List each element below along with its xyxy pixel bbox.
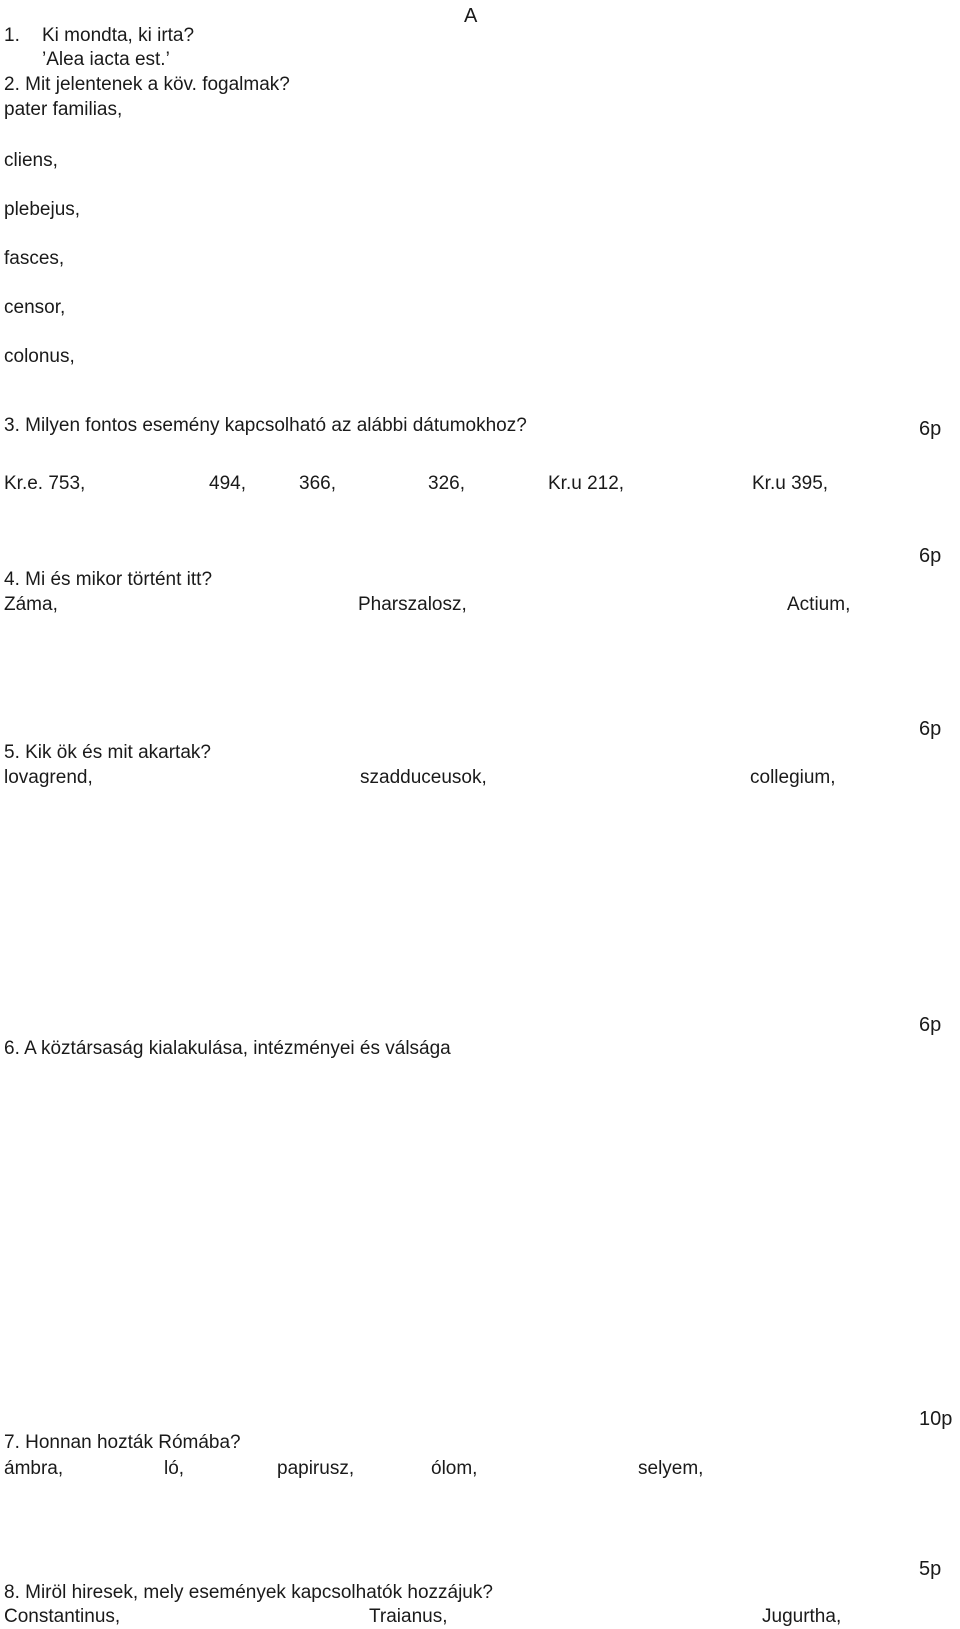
q4-item: Actium, [787, 594, 851, 615]
q7-question: 7. Honnan hozták Rómába? [4, 1432, 241, 1453]
q3-item: 366, [299, 473, 336, 494]
q5-question: 5. Kik ök és mit akartak? [4, 742, 211, 763]
q2-term: cliens, [4, 150, 58, 171]
q3-item: 326, [428, 473, 465, 494]
q2-term: censor, [4, 297, 66, 318]
q5-points: 6p [919, 718, 942, 740]
q3-item: Kr.u 395, [752, 473, 829, 494]
q6-points: 6p [919, 1014, 942, 1036]
q2-term: colonus, [4, 346, 75, 367]
q5-item: collegium, [750, 767, 836, 788]
q4-item: Pharszalosz, [358, 594, 467, 615]
q8-item: Traianus, [369, 1606, 448, 1627]
q3-item: Kr.u 212, [548, 473, 625, 494]
q8-points: 5p [919, 1558, 942, 1580]
q8-question: 8. Miröl hiresek, mely események kapcsolhatók hozzájuk? [4, 1582, 493, 1603]
q3-item: Kr.e. 753, [4, 473, 86, 494]
q6-question: 6. A köztársaság kialakulása, intézményei és válsága [4, 1038, 451, 1059]
q3-points: 6p [919, 418, 942, 440]
q1-question: Ki mondta, ki irta? [42, 25, 195, 46]
q7-item: ámbra, [4, 1458, 64, 1479]
q7-item: selyem, [638, 1458, 704, 1479]
q2-term: pater familias, [4, 99, 123, 120]
q7-item: ló, [164, 1458, 185, 1479]
q8-item: Jugurtha, [762, 1606, 842, 1627]
q5-item: szadduceusok, [360, 767, 487, 788]
q2-question: 2. Mit jelentenek a köv. fogalmak? [4, 74, 290, 95]
q7-points: 10p [919, 1408, 953, 1430]
q8-item: Constantinus, [4, 1606, 121, 1627]
q3-item: 494, [209, 473, 246, 494]
q2-term: plebejus, [4, 199, 81, 220]
q2-term: fasces, [4, 248, 65, 269]
q4-question: 4. Mi és mikor történt itt? [4, 569, 213, 590]
q7-item: papirusz, [277, 1458, 355, 1479]
q4-item: Záma, [4, 594, 58, 615]
q3-question: 3. Milyen fontos esemény kapcsolható az alábbi dátumokhoz? [4, 415, 527, 436]
q5-item: lovagrend, [4, 767, 93, 788]
q1-quote: ’Alea iacta est.’ [42, 49, 170, 70]
q1-number: 1. [4, 25, 20, 46]
q7-item: ólom, [431, 1458, 478, 1479]
variant-label: A [464, 5, 478, 27]
q4-points: 6p [919, 545, 942, 567]
